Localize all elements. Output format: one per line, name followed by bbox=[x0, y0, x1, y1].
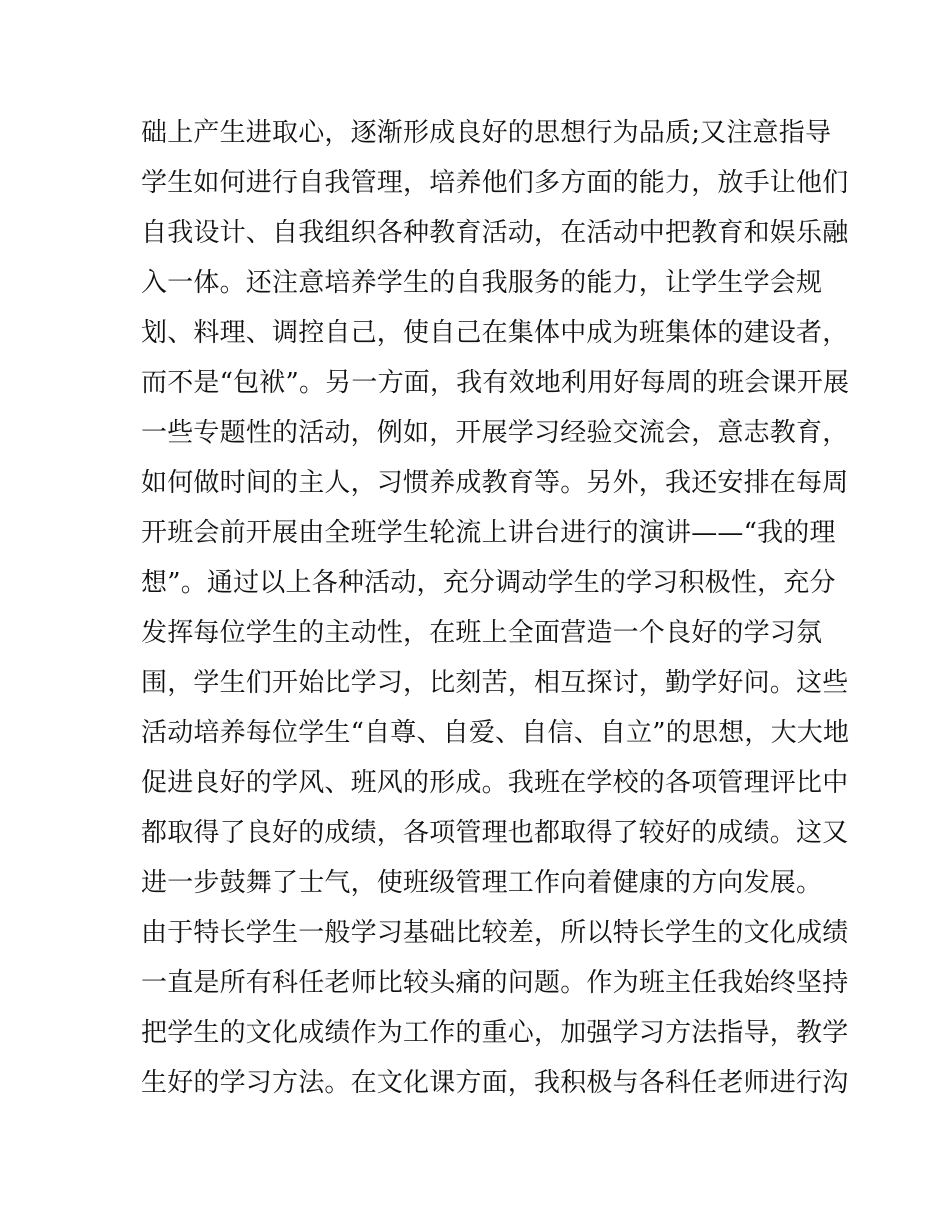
text-line-12: 围，学生们开始比学习，比刻苦，相互探讨，勤学好问。这些 bbox=[141, 668, 849, 698]
text-line-6: 而不是“包袱”。另一方面，我有效地利用好每周的班会课开展 bbox=[141, 368, 850, 398]
text-line-4: 入一体。还注意培养学生的自我服务的能力，让学生学会规 bbox=[141, 268, 823, 298]
text-line-8: 如何做时间的主人，习惯养成教育等。另外，我还安排在每周 bbox=[141, 468, 849, 498]
text-line-20: 生好的学习方法。在文化课方面，我积极与各科任老师进行沟 bbox=[141, 1068, 849, 1098]
text-line-11: 发挥每位学生的主动性，在班上全面营造一个良好的学习氛 bbox=[141, 618, 823, 648]
text-line-15: 都取得了良好的成绩，各项管理也都取得了较好的成绩。这又 bbox=[141, 818, 849, 848]
text-line-16: 进一步鼓舞了士气，使班级管理工作向着健康的方向发展。 bbox=[141, 868, 823, 898]
text-line-3: 自我设计、自我组织各种教育活动，在活动中把教育和娱乐融 bbox=[141, 218, 849, 248]
text-line-10: 想”。通过以上各种活动，充分调动学生的学习积极性，充分 bbox=[141, 568, 836, 598]
text-line-9: 开班会前开展由全班学生轮流上讲台进行的演讲——“我的理 bbox=[141, 518, 836, 548]
text-line-13: 活动培养每位学生“自尊、自爱、自信、自立”的思想，大大地 bbox=[141, 718, 850, 748]
text-line-5: 划、料理、调控自己，使自己在集体中成为班集体的建设者， bbox=[141, 318, 849, 348]
text-line-18: 一直是所有科任老师比较头痛的问题。作为班主任我始终坚持 bbox=[141, 968, 849, 998]
text-line-2: 学生如何进行自我管理，培养他们多方面的能力，放手让他们 bbox=[141, 168, 849, 198]
text-line-7: 一些专题性的活动，例如，开展学习经验交流会，意志教育， bbox=[141, 418, 849, 448]
body-text bbox=[141, 108, 850, 1108]
text-line-17: 由于特长学生一般学习基础比较差，所以特长学生的文化成绩 bbox=[141, 918, 849, 948]
text-line-1: 础上产生进取心，逐渐形成良好的思想行为品质;又注意指导 bbox=[141, 118, 832, 148]
text-line-19: 把学生的文化成绩作为工作的重心，加强学习方法指导，教学 bbox=[141, 1018, 849, 1048]
text-line-14: 促进良好的学风、班风的形成。我班在学校的各项管理评比中 bbox=[141, 768, 849, 798]
